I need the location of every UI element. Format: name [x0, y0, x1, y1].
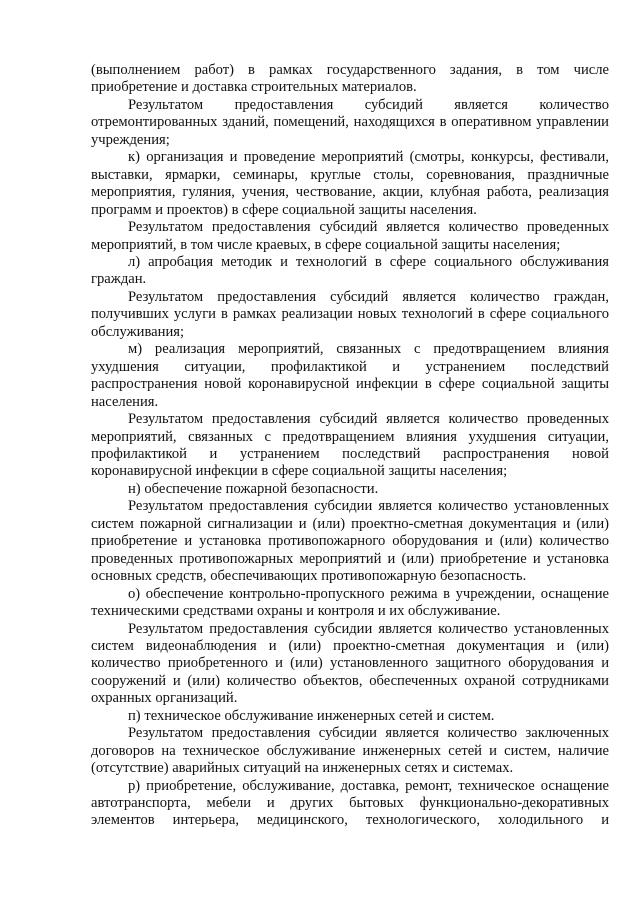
paragraph-result-security: Результатом предоставления субсидии является количество установленных систем видеонаблюдения и (или) проектно-сметная документация и (или) количество приобретенного и (или) установленного защитного оборудования и сооружений и (или) количество объектов, обеспеченных охраной сотрудниками охранных организаций. [91, 620, 609, 707]
paragraph-item-k: к) организация и проведение мероприятий (смотры, конкурсы, фестивали, выставки, ярмарки, семинары, круглые столы, соревнования, праздничные мероприятия, гуляния, учения, чествование, акции, клубная работа, реализация программ и проектов) в сфере социальной защиты населения. [91, 149, 609, 218]
paragraph-item-o: о) обеспечение контрольно-пропускного режима в учреждении, оснащение техническими средствами охраны и контроля и их обслуживание. [91, 585, 609, 620]
paragraph-result-engineering: Результатом предоставления субсидии является количество заключенных договоров на техническое обслуживание инженерных сетей и систем, наличие (отсутствие) аварийных ситуаций на инженерных сетях и системах. [91, 725, 609, 777]
paragraph-item-r: р) приобретение, обслуживание, доставка, ремонт, техническое оснащение автотранспорта, мебели и других бытовых функционально-декоративных элементов интерьера, медицинского, технологического, холодильного и [91, 777, 609, 829]
paragraph-continuation: (выполнением работ) в рамках государственного задания, в том числе приобретение и доставка строительных материалов. [91, 62, 609, 96]
document-page [91, 62, 609, 830]
paragraph-result-repair: Результатом предоставления субсидий является количество отремонтированных зданий, помещений, находящихся в оперативном управлении учреждения; [91, 96, 609, 148]
paragraph-item-p: п) техническое обслуживание инженерных сетей и систем. [128, 707, 495, 724]
paragraph-result-citizens: Результатом предоставления субсидий является количество граждан, получивших услуги в рамках реализации новых технологий в сфере социального обслуживания; [91, 288, 609, 340]
paragraph-item-m: м) реализация мероприятий, связанных с предотвращением влияния ухудшения ситуации, профилактикой и устранением последствий распространения новой коронавирусной инфекции в сфере социальной защиты населения. [91, 341, 609, 410]
paragraph-item-n: н) обеспечение пожарной безопасности. [128, 480, 379, 497]
paragraph-result-events: Результатом предоставления субсидий является количество проведенных мероприятий, в том числе краевых, в сфере социальной защиты населения; [91, 219, 609, 253]
paragraph-result-covid-events: Результатом предоставления субсидий является количество проведенных мероприятий, связанных с предотвращением влияния ухудшения ситуации, профилактикой и устранением последствий распространения новой коронавирусной инфекции в сфере социальной защиты населения; [91, 411, 609, 480]
paragraph-item-l: л) апробация методик и технологий в сфере социального обслуживания граждан. [91, 253, 609, 288]
paragraph-result-fire-safety: Результатом предоставления субсидии является количество установленных систем пожарной сигнализации и (или) проектно-сметная документация и (или) приобретение и установка противопожарного оборудования и (или) количество проведенных противопожарных мероприятий и (или) приобретение и установка основных средств, обеспечивающих противопожарную безопасность. [91, 498, 609, 585]
